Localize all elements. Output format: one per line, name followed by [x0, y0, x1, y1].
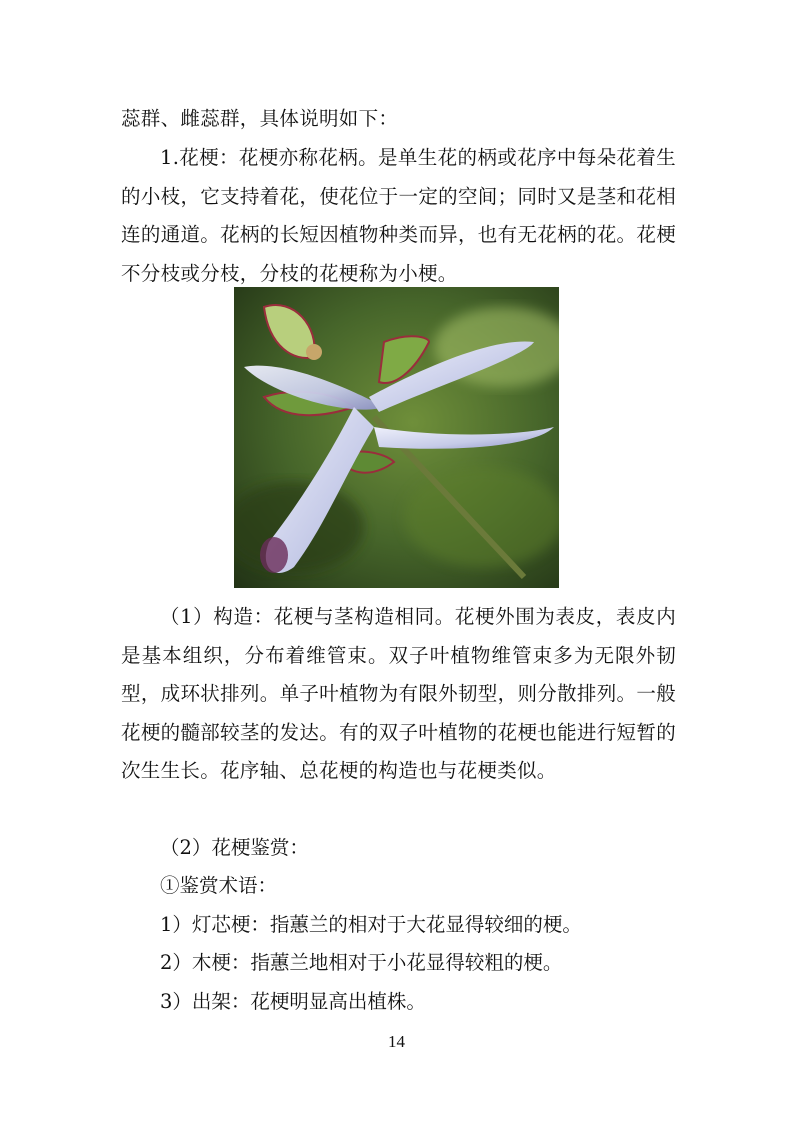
flower-photo	[234, 287, 559, 588]
list-item-term-3: 3）出架：花梗明显高出植株。	[160, 990, 426, 1013]
list-item-term-1: 1）灯芯梗：指蕙兰的相对于大花显得较细的梗。	[160, 913, 582, 936]
paragraph-appreciation-terms: ①鉴赏术语：	[160, 874, 278, 897]
paragraph-structure: （1）构造：花梗与茎构造相同。花梗外围为表皮，表皮内是基本组织，分布着维管束。双子叶植物维管束多为无限外韧型，成环状排列。单子叶植物为有限外韧型，则分散排列。一般花梗的髓部较茎的发达。有的双子叶植物的花梗也能进行短暂的次生生长。花序轴、总花梗的构造也与花梗类似。	[121, 605, 676, 782]
page-number: 14	[388, 1032, 405, 1051]
paragraph-flower-stalk-definition: 1.花梗：花梗亦称花柄。是单生花的柄或花序中每朵花着生的小枝，它支持着花，使花位于一定的空间；同时又是茎和花相连的通道。花柄的长短因植物种类而异，也有无花柄的花。花梗不分枝或分枝，分枝的花梗称为小梗。	[121, 146, 676, 285]
paragraph-continuation: 蕊群、雌蕊群，具体说明如下：	[121, 107, 399, 130]
paragraph-appreciation-heading: （2）花梗鉴赏：	[160, 836, 309, 859]
list-item-term-2: 2）木梗：指蕙兰地相对于小花显得较粗的梗。	[160, 951, 563, 974]
